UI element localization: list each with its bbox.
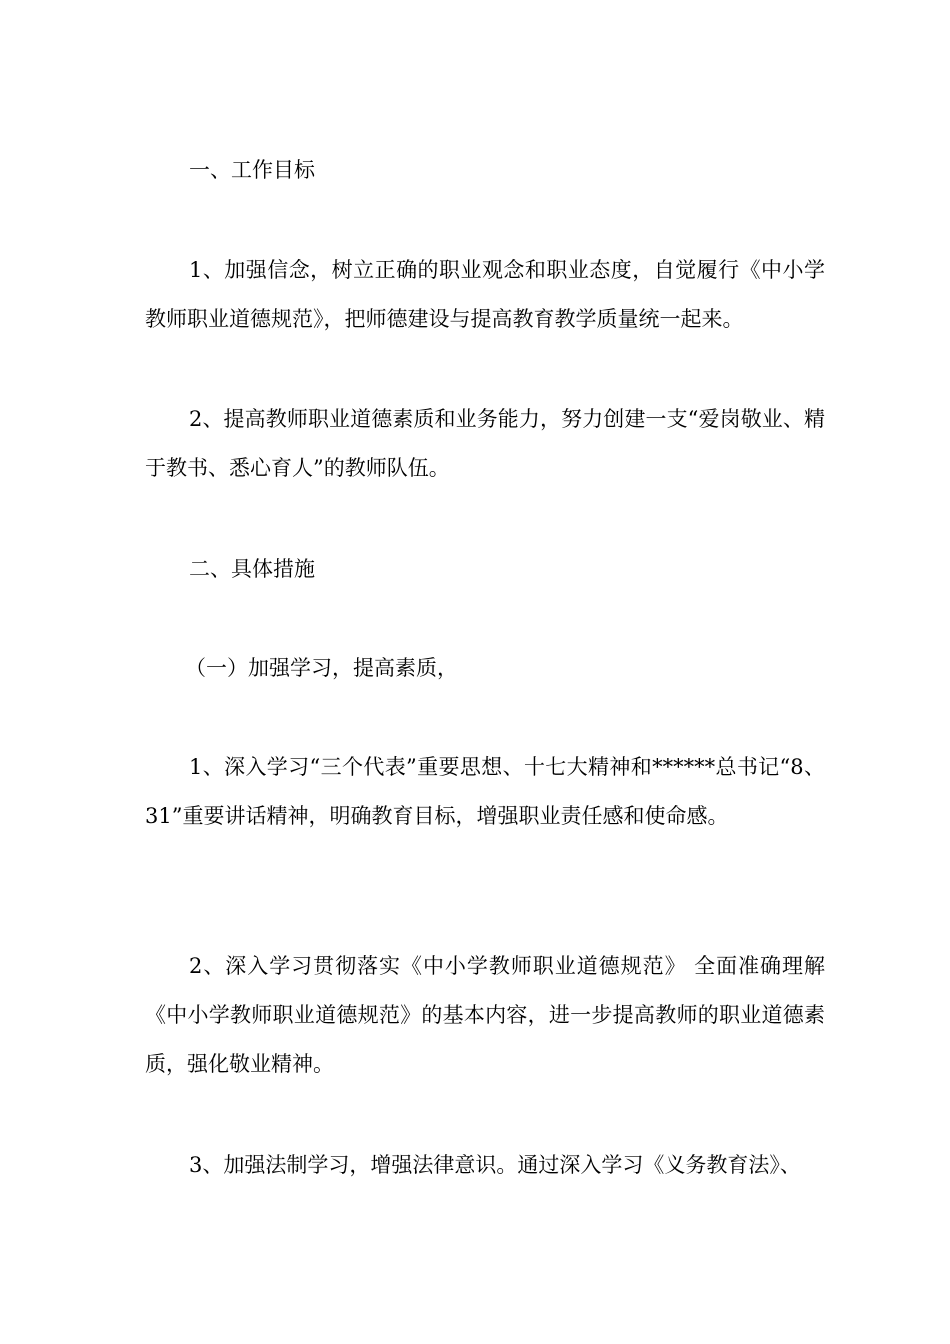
paragraph-goal-2: 2、提高教师职业道德素质和业务能力，努力创建一支“爱岗敬业、精于教书、悉心育人”的教师队伍。 xyxy=(145,407,825,480)
paragraph-measure-3: 3、加强法制学习，增强法律意识。通过深入学习《义务教育法》、 xyxy=(189,1153,801,1177)
paragraph-measure-1: 1、深入学习“三个代表”重要思想、十七大精神和******总书记“8、31”重要讲话精神，明确教育目标，增强职业责任感和使命感。 xyxy=(145,755,825,828)
paragraph-measure-2: 2、深入学习贯彻落实《中小学教师职业道德规范》 全面准确理解《中小学教师职业道德规范》的基本内容，进一步提高教师的职业道德素质，强化敬业精神。 xyxy=(145,954,825,1076)
subsection-heading-study: （一）加强学习，提高素质， xyxy=(185,656,458,680)
section-heading-work-goals: 一、工作目标 xyxy=(189,158,315,182)
paragraph-goal-1: 1、加强信念，树立正确的职业观念和职业态度，自觉履行《中小学教师职业道德规范》，把师德建设与提高教育教学质量统一起来。 xyxy=(145,258,825,331)
section-heading-measures: 二、具体措施 xyxy=(189,557,315,581)
